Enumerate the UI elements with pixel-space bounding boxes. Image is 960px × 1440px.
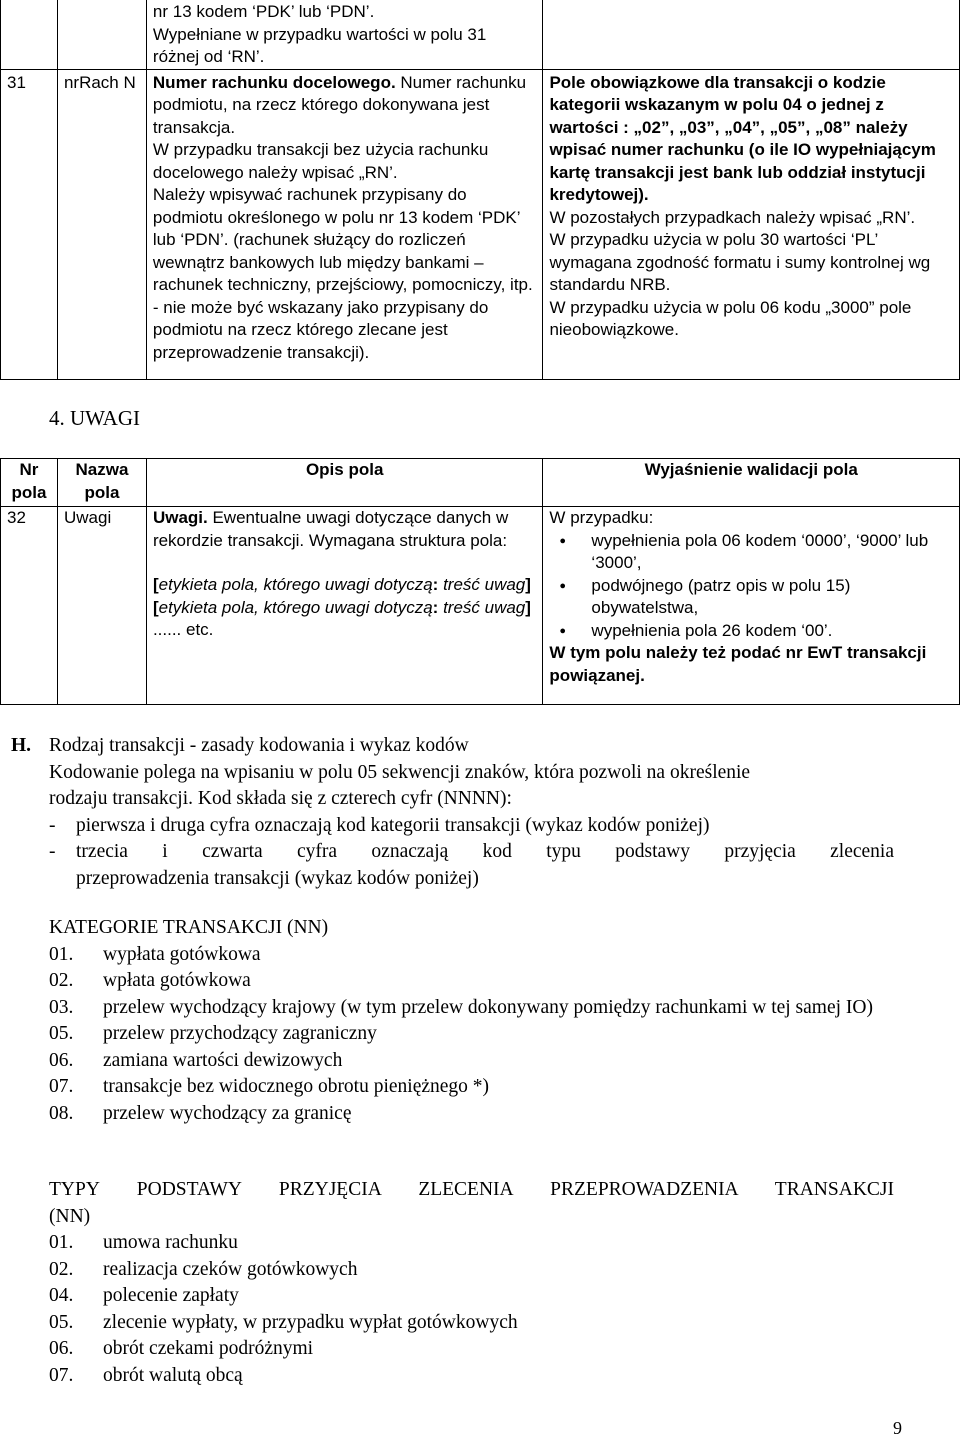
- section-h: H. Rodzaj transakcji - zasady kodowania i wykaz kodów Kodowanie polega na wpisaniu w polu 05 sekwencji znaków, która pozwoli na określenie rodzaju transakcji. Kod składa się z czterech cyfr (NNNN): - pierwsza i druga cyfra oznaczają kod kategorii transakcji (wykaz kodów poniżej) - trzecia i czwarta cyfra oznaczają kod typu podstawy przyjęcia zlecenia przeprowadzenia transakcji (wykaz kodów poniżej): [11, 735, 894, 889]
- field-table-top: [0, 0, 960, 380]
- field-name: Uwagi: [57, 507, 146, 705]
- field-name: nrRach N: [57, 69, 146, 379]
- header-nr: Nr pola: [1, 459, 58, 507]
- list-item: 02. realizacja czeków gotówkowych: [49, 1258, 358, 1280]
- list-item: ● wypełnienia pola 26 kodem ‘00’.: [591, 620, 953, 643]
- list-item: 06. obrót czekami podróżnymi: [49, 1338, 314, 1359]
- field-nr: 32: [1, 507, 58, 705]
- table-row: [1, 507, 960, 705]
- list-item: 02. wpłata gotówkowa: [49, 970, 251, 991]
- list-item: 08. przelew wychodzący za granicę: [49, 1102, 352, 1124]
- list-item: 04. polecenie zapłaty: [49, 1285, 239, 1306]
- table-header-row: [1, 459, 960, 507]
- field-validation: W przypadku: ● wypełnienia pola 06 kodem ‘0000’, ‘9000’ lub ‘3000’, ● podwójnego (patrz opis w polu 15) obywatelstwa, ● wypełnienia pola 26 kodem ‘00’. W tym polu należy też podać nr EwT transakcji powiązanej.: [543, 507, 960, 705]
- desc-line: Wypełniane w przypadku wartości w polu 31 różnej od ‘RN’.: [152, 24, 487, 66]
- list-item: 06. zamiana wartości dewizowych: [49, 1049, 343, 1071]
- table-row: [1, 69, 960, 379]
- section-h-title: H. Rodzaj transakcji - zasady kodowania i wykaz kodów: [11, 735, 469, 756]
- list-item: ● wypełnienia pola 06 kodem ‘0000’, ‘9000’ lub ‘3000’,: [591, 530, 953, 575]
- categories-title: KATEGORIE TRANSAKCJI (NN): [49, 917, 329, 938]
- page-number: 9: [893, 1418, 902, 1438]
- field-validation: Pole obowiązkowe dla transakcji o kodzie kategorii wskazanym w polu 04 o jednej z wartości : „02”, „03”, „04”, „05”, „08” należy wpisać numer rachunku (o ile IO wypełniającym kartę transakcji jest bank lub oddział instytucji kredytowej). W pozostałych przypadkach należy wpisać „RN’. W przypadku użycia w polu 30 wartości ‘PL’ wymagana zgodność formatu i sumy kontrolnej wg standardu NRB. W przypadku użycia w polu 06 kodu „3000” pole nieobowiązkowe.: [543, 69, 960, 379]
- list-item: 01. wypłata gotówkowa: [49, 943, 261, 965]
- list-item: 01. umowa rachunku: [49, 1232, 238, 1253]
- list-item: - pierwsza i druga cyfra oznaczają kod kategorii transakcji (wykaz kodów poniżej): [49, 814, 710, 836]
- list-item: 07. obrót walutą obcą: [49, 1364, 243, 1386]
- list-item: 07. transakcje bez widocznego obrotu pieniężnego *): [49, 1076, 490, 1097]
- list-item: 05. przelew przychodzący zagraniczny: [49, 1023, 377, 1044]
- uwagi-structure-line: [etykieta pola, którego uwagi dotyczą: treść uwag]: [152, 597, 531, 617]
- validation-list: [549, 530, 953, 643]
- types-title: TYPY PODSTAWY PRZYJĘCIA ZLECENIA PRZEPROWADZENIA TRANSAKCJI: [49, 1179, 894, 1200]
- list-item: 05. zlecenie wypłaty, w przypadku wypłat gotówkowych: [49, 1311, 518, 1333]
- header-validation: Wyjaśnienie walidacji pola: [543, 459, 960, 507]
- desc-line: nr 13 kodem ‘PDK’ lub ‘PDN’.: [152, 2, 375, 21]
- field-desc: Uwagi. Ewentualne uwagi dotyczące danych w rekordzie transakcji. Wymagana struktura pola: [etykieta pola, którego uwagi dotyczą: treść uwag] [etykieta pola, którego uwagi dotyczą: treść uwag] ...... etc.: [146, 507, 542, 705]
- categories-list: [49, 915, 894, 1127]
- desc-cell: [146, 0, 543, 69]
- list-item: ● podwójnego (patrz opis w polu 15) obywatelstwa,: [591, 575, 953, 620]
- uwagi-structure-line: [etykieta pola, którego uwagi dotyczą: treść uwag]: [152, 575, 531, 594]
- types-list: TYPY PODSTAWY PRZYJĘCIA ZLECENIA PRZEPROWADZENIA TRANSAKCJI (NN) 01. umowa rachunku 02. realizacja czeków gotówkowych 04. polecenie zapłaty 05. zlecenie wypłaty, w przypadku wypłat gotówkowych 06. obrót czekami podróżnymi 07. obrót walutą obcą: [49, 1177, 894, 1389]
- field-nr: 31: [1, 69, 58, 379]
- list-item: - trzecia i czwarta cyfra oznaczają kod typu podstawy przyjęcia zlecenia: [49, 841, 894, 862]
- list-item: 03. przelew wychodzący krajowy (w tym przelew dokonywany pomiędzy rachunkami w tej samej IO): [49, 996, 873, 1018]
- section-heading-uwagi: 4. UWAGI: [49, 406, 140, 430]
- header-name: Nazwa pola: [57, 459, 146, 507]
- table-row: [1, 0, 960, 69]
- header-desc: Opis pola: [146, 459, 542, 507]
- field-table-uwagi: [0, 458, 960, 705]
- field-desc: Numer rachunku docelowego. Numer rachunku podmiotu, na rzecz którego dokonywana jest transakcja. W przypadku transakcji bez użycia rachunku docelowego należy wpisać „RN’. Należy wpisywać rachunek przypisany do podmiotu określonego w polu nr 13 kodem ‘PDK’ lub ‘PDN’. (rachunek służący do rozliczeń wewnątrz bankowych lub między bankami – rachunek techniczny, przejściowy, pomocniczy, itp. - nie może być wskazany jako przypisany do podmiotu na rzecz którego zlecane jest przeprowadzenie transakcji).: [146, 69, 543, 379]
